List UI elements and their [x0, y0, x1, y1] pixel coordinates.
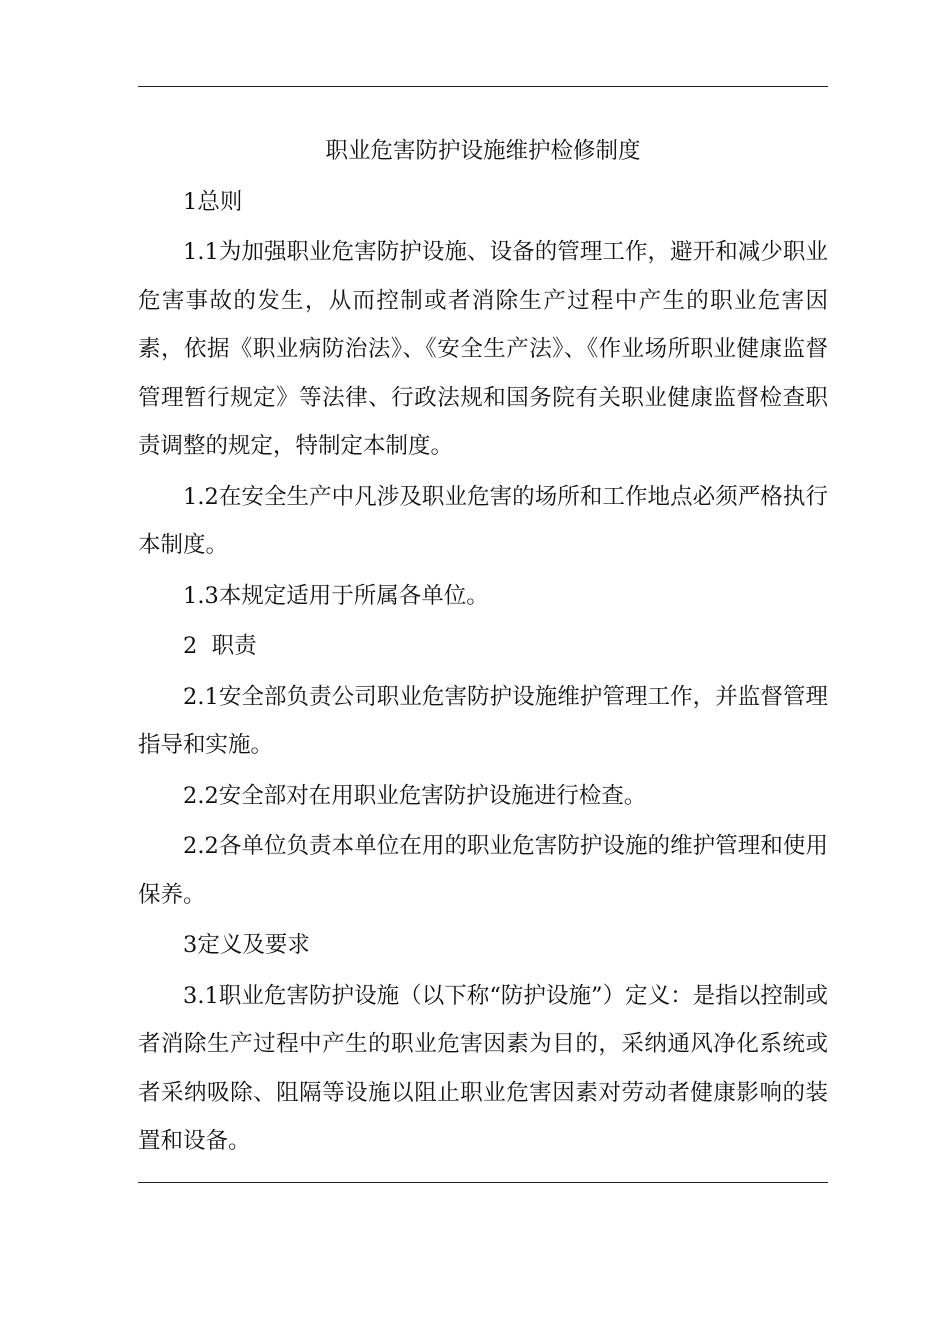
paragraph-2-2b: 2.2各单位负责本单位在用的职业危害防护设施的维护管理和使用保养。	[138, 833, 828, 908]
document-body	[138, 127, 828, 1168]
header-rule	[138, 86, 828, 87]
paragraph-1-1: 1.1为加强职业危害防护设施、设备的管理工作，避开和减少职业危害事故的发生，从而控制或者消除生产过程中产生的职业危害因素，依据《职业病防治法》、《安全生产法》、《作业场所职业健康监督管理暂行规定》等法律、行政法规和国务院有关职业健康监督检查职责调整的规定，特制定本制度。	[138, 239, 828, 459]
section-heading-definitions: 3定义及要求	[183, 932, 310, 958]
section-heading-duties: 2 职责	[183, 633, 257, 659]
section-heading-general: 1总则	[183, 188, 243, 215]
document-title: 职业危害防护设施维护检修制度	[325, 138, 641, 164]
footer-rule	[138, 1182, 828, 1183]
paragraph-1-2: 1.2在安全生产中凡涉及职业危害的场所和工作地点必须严格执行本制度。	[138, 483, 828, 558]
paragraph-2-2a: 2.2安全部对在用职业危害防护设施进行检查。	[183, 782, 647, 809]
paragraph-2-1: 2.1安全部负责公司职业危害防护设施维护管理工作，并监督管理指导和实施。	[138, 683, 828, 758]
paragraph-1-3: 1.3本规定适用于所属各单位。	[183, 582, 489, 609]
paragraph-3-1: 3.1职业危害防护设施（以下称“防护设施”）定义：是指以控制或者消除生产过程中产生的职业危害因素为目的，采纳通风净化系统或者采纳吸除、阻隔等设施以阻止职业危害因素对劳动者健康影响的装置和设备。	[138, 982, 828, 1154]
